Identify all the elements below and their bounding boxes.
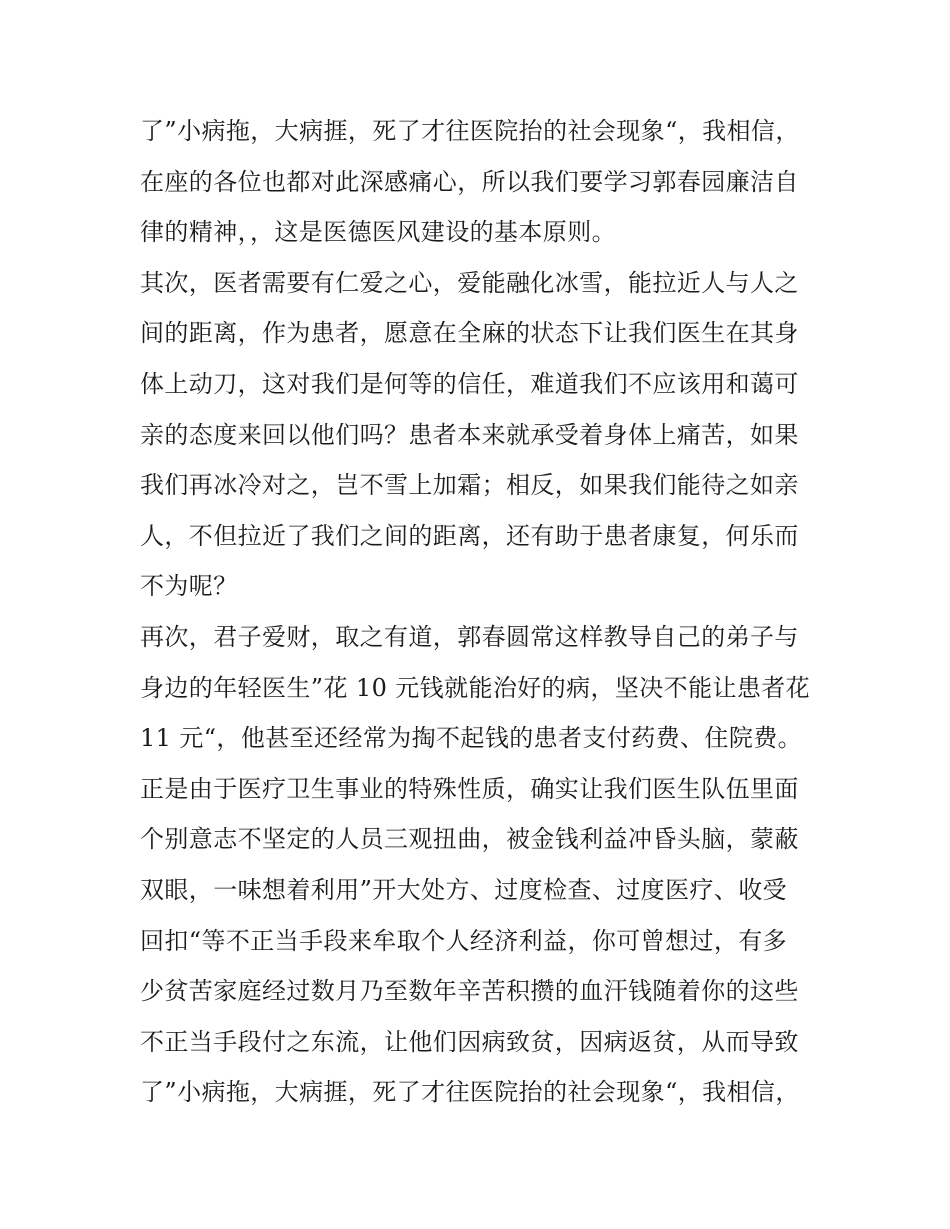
text-line: 不正当手段付之东流，让他们因病致贫，因病返贫，从而导致 (140, 1027, 799, 1056)
text-line: 其次，医者需要有仁爱之心，爱能融化冰雪，能拉近人与人之 (140, 268, 799, 297)
text-line: 间的距离，作为患者，愿意在全麻的状态下让我们医生在其身 (140, 319, 799, 348)
text-line: 了”小病拖，大病捱，死了才往医院抬的社会现象“，我相信， (140, 117, 800, 145)
text-line: 再次，君子爱财，取之有道，郭春圆常这样教导自己的弟子与 (140, 622, 799, 651)
text-line: 个别意志不坚定的人员三观扭曲，被金钱利益冲昏头脑，蒙蔽 (140, 825, 799, 854)
text-line: 回扣“等不正当手段来牟取个人经济利益，你可曾想过，有多 (140, 926, 788, 955)
text-line: 人，不但拉近了我们之间的距离，还有助于患者康复，何乐而 (140, 521, 799, 550)
text-line: 正是由于医疗卫生事业的特殊性质，确实让我们医生队伍里面 (140, 774, 799, 803)
text-line: 双眼，一味想着利用”开大处方、过度检查、过度医疗、收受 (140, 875, 788, 904)
text-line: 体上动刀，这对我们是何等的信任，难道我们不应该用和蔼可 (140, 369, 799, 398)
text-line: 不为呢？ (140, 572, 238, 601)
body-text (140, 106, 830, 1118)
text-line: 律的精神，，这是医德医风建设的基本原则。 (140, 218, 616, 247)
text-line: 在座的各位也都对此深感痛心，所以我们要学习郭春园廉洁自 (140, 167, 799, 196)
text-line: 少贫苦家庭经过数月乃至数年辛苦积攒的血汗钱随着你的这些 (140, 977, 799, 1006)
text-line: 亲的态度来回以他们吗？患者本来就承受着身体上痛苦，如果 (140, 420, 799, 449)
text-line: 了”小病拖，大病捱，死了才往医院抬的社会现象“，我相信， (140, 1078, 800, 1107)
text-line: 我们再冰冷对之，岂不雪上加霜；相反，如果我们能待之如亲 (140, 471, 799, 500)
text-line: 11 元“，他甚至还经常为掏不起钱的患者支付药费、住院费。 (140, 724, 803, 753)
text-line: 身边的年轻医生”花 10 元钱就能治好的病，坚决不能让患者花 (140, 673, 811, 702)
